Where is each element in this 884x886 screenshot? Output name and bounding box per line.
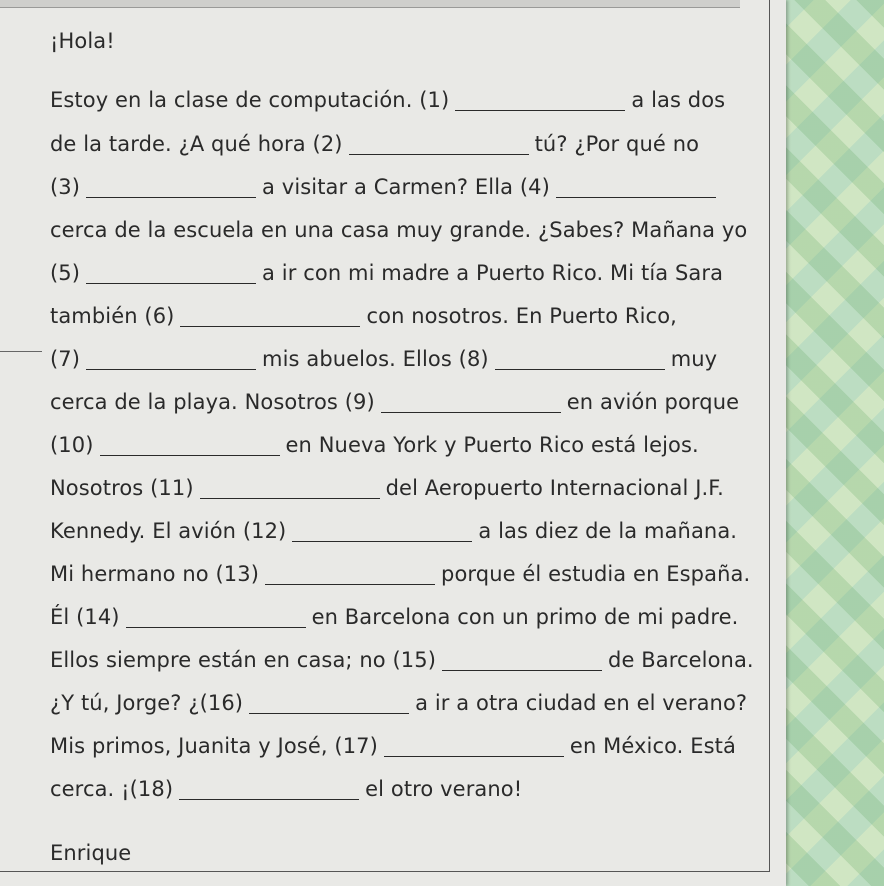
- blank-11[interactable]: [200, 476, 380, 499]
- blank-16[interactable]: [249, 691, 409, 714]
- blank-10[interactable]: [100, 433, 280, 456]
- blank-5[interactable]: [86, 261, 256, 284]
- letter-line-10: Nosotros (11) del Aeropuerto Internacional J.F.: [50, 476, 724, 500]
- blank-1[interactable]: [455, 88, 625, 111]
- letter-line-15: ¿Y tú, Jorge? ¿(16) a ir a otra ciudad en el verano?: [50, 691, 748, 715]
- blank-13[interactable]: [265, 562, 435, 585]
- margin-mark: [0, 351, 42, 352]
- letter-line-3: (3) a visitar a Carmen? Ella (4): [50, 170, 722, 204]
- greeting: ¡Hola!: [50, 29, 115, 53]
- letter-line-9: (10) en Nueva York y Puerto Rico está lejos.: [50, 433, 699, 457]
- letter-line-8: cerca de la playa. Nosotros (9) en avión porque: [50, 390, 740, 414]
- signature: Enrique: [50, 841, 132, 865]
- blank-3[interactable]: [86, 175, 256, 198]
- blank-14[interactable]: [126, 605, 306, 628]
- blank-6[interactable]: [180, 304, 360, 327]
- letter-line-14: Ellos siempre están en casa; no (15) de Barcelona.: [50, 648, 754, 672]
- letter-line-1: Estoy en la clase de computación. (1) a las dos: [50, 88, 726, 112]
- letter-line-6: también (6) con nosotros. En Puerto Rico,: [50, 304, 677, 328]
- letter-line-2: de la tarde. ¿A qué hora (2) tú? ¿Por qué no: [50, 132, 700, 156]
- blank-17[interactable]: [384, 734, 564, 757]
- letter-line-11: Kennedy. El avión (12) a las diez de la mañana.: [50, 519, 738, 543]
- letter-line-5: (5) a ir con mi madre a Puerto Rico. Mi tía Sara: [50, 261, 724, 285]
- letter-line-7: (7) mis abuelos. Ellos (8) muy: [50, 347, 718, 371]
- letter-line-4: cerca de la escuela en una casa muy grande. ¿Sabes? Mañana yo: [50, 218, 748, 242]
- blank-15[interactable]: [442, 648, 602, 671]
- blank-2[interactable]: [349, 132, 529, 155]
- blank-9[interactable]: [381, 390, 561, 413]
- letter-line-12: Mi hermano no (13) porque él estudia en España.: [50, 562, 751, 586]
- letter-line-17: cerca. ¡(18) el otro verano!: [50, 777, 523, 801]
- blank-8[interactable]: [495, 347, 665, 370]
- blank-4[interactable]: [556, 175, 716, 198]
- blank-7[interactable]: [86, 347, 256, 370]
- blank-12[interactable]: [292, 519, 472, 542]
- blank-18[interactable]: [179, 777, 359, 800]
- letter-line-13: Él (14) en Barcelona con un primo de mi padre.: [50, 605, 739, 629]
- letter-line-16: Mis primos, Juanita y José, (17) en México. Está: [50, 734, 736, 758]
